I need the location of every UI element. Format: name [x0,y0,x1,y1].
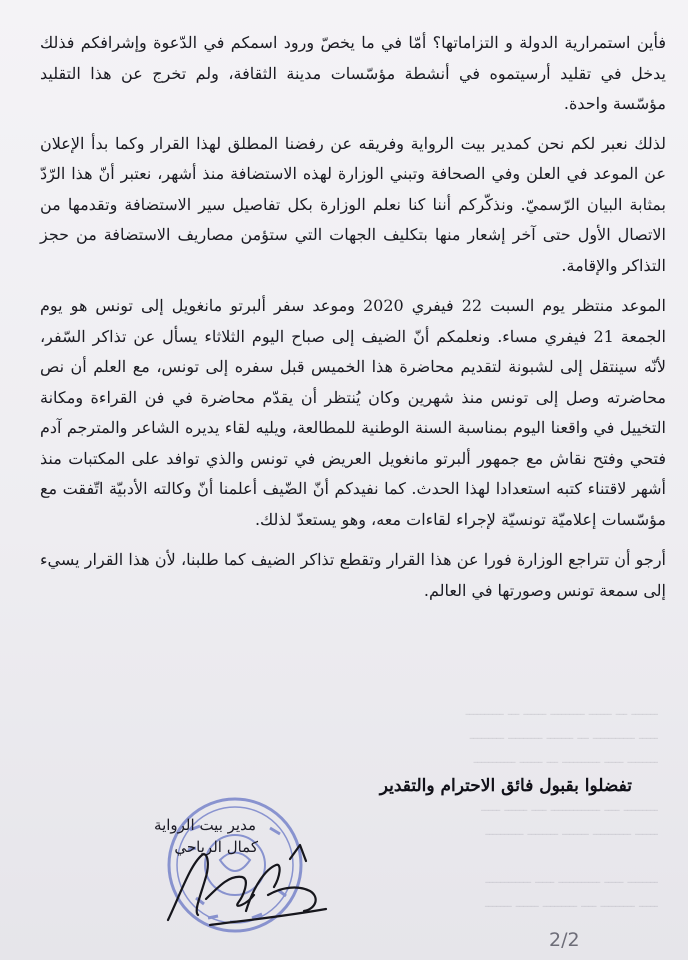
handwritten-signature-icon [150,825,350,935]
show-through-text: ــــــــ ـــــ ــــــــــ ـــ ــــــ ـــــــــــ [473,752,658,767]
paragraph-3: الموعد منتظر يوم السبت 22 فيفري 2020 وموعد سفر ألبرتو مانغويل إلى تونس هو يوم الجمعة 21 فيفري مساء. ونعلمكم أنّ الضيف إلى صباح اليوم الثلاثاء يسأل عن تذاكر السّفر، لأنّه سينتقل إلى لشبونة لتقديم محاضرة هذا الخميس قبل سفره إلى تونس، مع العلم أن نص محاضرته وصل إلى تونس منذ شهرين وكان يُنتظر أن يقدّم محاضرة في فن القراءة ومكانة التخييل في واقعنا اليوم بمناسبة السنة الوطنية للمطالعة، ويليه لقاء يديره الشاعر والمترجم آدم فتحي وفتح نقاش مع جمهور ألبرتو مانغويل العريض في تونس والذي توافد على المكتبات منذ أشهر لاقتناء كتبه استعدادا لهذا الحدث. كما نفيدكم أنّ الضّيف أعلمنا أنّ وكالته الأدبيّة اتّفقت مع مؤسّسات إعلاميّة تونسيّة لإجراء لقاءات معه، وهو يستعدّ لذلك. [40,296,667,529]
closing-salutation: تفضلوا بقبول فائق الاحترام والتقدير [379,776,632,796]
show-through-text: ــــــــ ـــــ ـــــــــــ ـــــ ــــــــــــ [485,872,658,887]
signatory-title: مدير بيت الرواية [154,816,256,834]
show-through-text: ـــــــ ـــ ــــــ ـــــــــ ــــــ ـــ ــــــــــ [465,704,658,719]
letter-body [40,28,666,606]
signatory-name: كمال الرياحي [174,838,258,856]
show-through-text: ـــــ ـــــــــــ ـــ ـــــــ ـــــــــ ـــــــــ [469,728,658,743]
show-through-text: ـــــــــ ــــ ـــــــــــــ ــــ ــــــ ـــــ [481,800,658,815]
show-through-text: ـــــ ـــــــــ ــــ ـــــــــ ــــــ ـــــــ [484,896,658,911]
page-number: 2/2 [549,929,580,951]
paragraph-2: لذلك نعبر لكم نحن كمدير بيت الرواية وفريقه عن رفضنا المطلق لهذا القرار وكما بدأ الإعلان عن الموعد في العلن وفي الصحافة وتبني الوزارة لهذه الاستضافة منذ أشهر، نعتبر أنّ هذا الرّدّ بمثابة البيان الرّسميّ. ونذكّركم أننا كنا نعلم الوزارة بكل تفاصيل سير الاستضافة وتقدمها من الاتصال الأول حتى آخر إشعار منها بتكليف الجهات التي ستؤمن مصاريف الاستضافة من حجز التذاكر والإقامة. [40,133,667,275]
show-through-text: ــــــ ــــــــــ ـــــــ ــــــــ ــــــــــ [485,824,658,839]
paragraph-1: فأين استمرارية الدولة و التزاماتها؟ أمّا في ما يخصّ ورود اسمكم في الدّعوة وإشرافكم فذلك يدخل في تقليد أرسيتموه في أنشطة مؤسّسات مدينة الثقافة، ولم تخرج عن هذا التقليد مؤسّسة واحدة. [40,33,666,113]
paragraph-4: أرجو أن تتراجع الوزارة فورا عن هذا القرار وتقطع تذاكر الضيف كما طلبنا، لأن هذا القرار يسيء إلى سمعة تونس وصورتها في العالم. [40,550,666,600]
